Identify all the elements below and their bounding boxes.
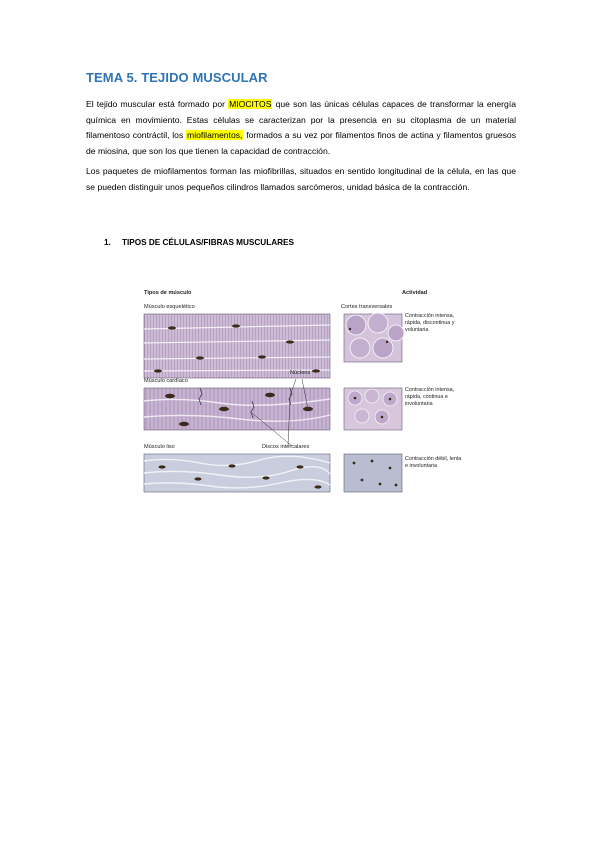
smooth-muscle-section (144, 454, 330, 492)
skeletal-cross-section (344, 313, 404, 362)
label-nuclei: Núcleos (290, 370, 311, 376)
skeletal-muscle-section (144, 314, 330, 378)
activity-skeletal: Contracción intensa, rápida, discontinua y voluntaria (405, 313, 455, 333)
label-cross-sections: Cortes transversales (341, 304, 393, 310)
smooth-cross-section (344, 454, 402, 492)
activity-cardiac: Contracción intensa, rápida, continua e involuntaria (405, 387, 455, 407)
figure-header-types: Tipos de músculo (144, 290, 192, 296)
section-title: TIPOS DE CÉLULAS/FIBRAS MUSCULARES (122, 238, 294, 247)
cardiac-muscle-section (144, 388, 330, 430)
highlight-miofilamentos: miofilamentos, (187, 130, 243, 140)
highlight-miocitos: MIOCITOS (229, 99, 272, 109)
label-skeletal: Músculo esquelético (144, 304, 195, 310)
label-intercalated-discs: Discos intercalares (262, 444, 310, 450)
muscle-types-figure (140, 285, 460, 493)
figure-header-activity: Actividad (402, 290, 428, 296)
activity-smooth: Contracción débil, lenta e involuntaria (405, 456, 462, 469)
intro-paragraph (86, 97, 516, 159)
page-title: TEMA 5. TEJIDO MUSCULAR (86, 70, 268, 85)
intro-text-2: que son las únicas células capaces de transformar la energía química en movimiento. Estas células se caracterizan por la presencia en su citoplasma de un material filamentoso contráctil, los (86, 99, 516, 140)
intro-text-3: formados a su vez por filamentos finos de actina y filamentos gruesos de miosina, que son los que tienen la capacidad de contracción. (86, 130, 516, 156)
label-cardiac: Músculo cardíaco (144, 378, 188, 384)
intro-text-1: El tejido muscular está formado por (86, 99, 229, 109)
section-heading (104, 238, 294, 247)
label-smooth: Músculo liso (144, 444, 175, 450)
second-paragraph: Los paquetes de miofilamentos forman las miofibrillas, situados en sentido longitudinal de la célula, en las que se pueden distinguir unos pequeños cilindros llamados sarcómeros, unidad básica de la contracción. (86, 166, 516, 192)
cardiac-cross-section (344, 388, 402, 430)
section-number: 1. (104, 238, 111, 247)
